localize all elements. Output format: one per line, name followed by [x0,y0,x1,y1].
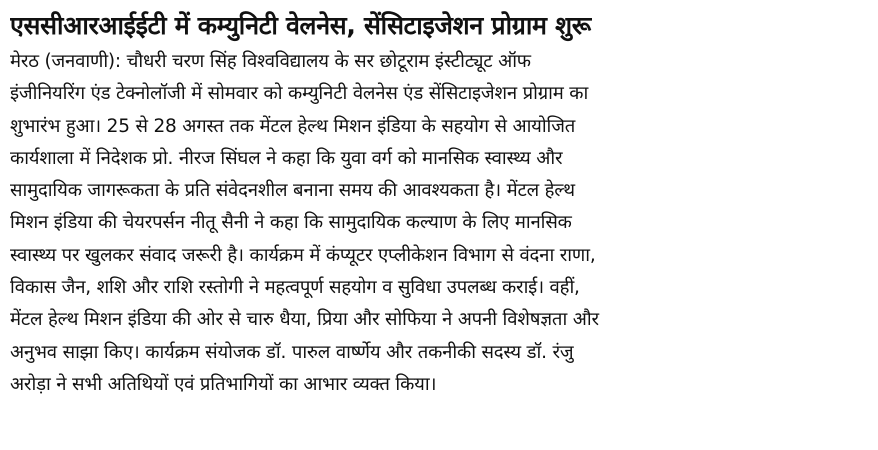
body-line: मेरठ (जनवाणी): चौधरी चरण सिंह विश्वविद्यालय के सर छोटूराम इंस्टीट्यूट ऑफ [10,51,531,72]
body-line: शुभारंभ हुआ। 25 से 28 अगस्त तक मेंटल हेल्थ मिशन इंडिया के सहयोग से आयोजित [10,115,576,137]
body-line: मेंटल हेल्थ मिशन इंडिया की ओर से चारु धैया, प्रिया और सोफिया ने अपनी विशेषज्ञता और [10,309,599,331]
article-body [10,46,864,401]
body-line: अनुभव साझा किए। कार्यक्रम संयोजक डॉ. पारुल वार्ष्णेय और तकनीकी सदस्य डॉ. रंजु [10,341,574,363]
body-line: मिशन इंडिया की चेयरपर्सन नीतू सैनी ने कहा कि सामुदायिक कल्याण के लिए मानसिक [10,212,572,234]
body-line: अरोड़ा ने सभी अतिथियों एवं प्रतिभागियों का आभार व्यक्त किया। [10,373,437,395]
body-line: कार्यशाला में निदेशक प्रो. नीरज सिंघल ने कहा कि युवा वर्ग को मानसिक स्वास्थ्य और [10,147,563,169]
body-line: इंजीनियरिंग एंड टेक्नोलॉजी में सोमवार को कम्युनिटी वेलनेस एंड सेंसिटाइजेशन प्रोग्राम का [10,83,589,105]
body-line: विकास जैन, शशि और राशि रस्तोगी ने महत्वपूर्ण सहयोग व सुविधा उपलब्ध कराई। वहीं, [10,277,580,299]
body-line: स्वास्थ्य पर खुलकर संवाद जरूरी है। कार्यक्रम में कंप्यूटर एप्लीकेशन विभाग से वंदना राणा, [10,244,596,266]
headline: एससीआरआईईटी में कम्युनिटी वेलनेस, सेंसिटाइजेशन प्रोग्राम शुरू [10,11,591,40]
body-line: सामुदायिक जागरूकता के प्रति संवेदनशील बनाना समय की आवश्यकता है। मेंटल हेल्थ [10,180,575,202]
